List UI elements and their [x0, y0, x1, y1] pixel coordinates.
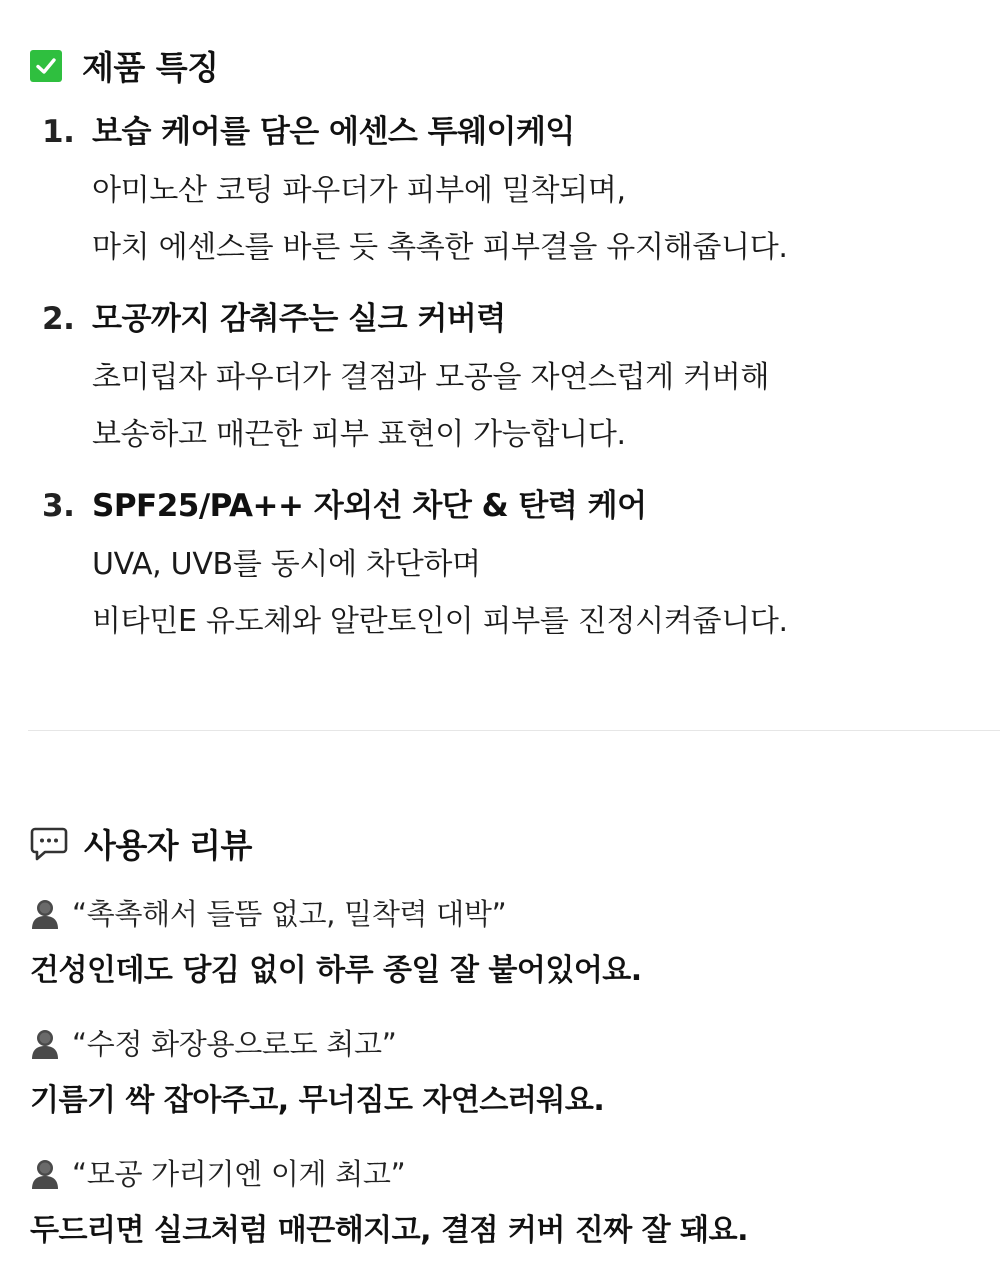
- feature-description-line: 초미립자 파우더가 결점과 모공을 자연스럽게 커버해: [92, 360, 770, 395]
- review-quote-row: [30, 1155, 980, 1193]
- feature-description-line: 보송하고 매끈한 피부 표현이 가능합니다.: [92, 417, 626, 452]
- feature-number: 1.: [42, 114, 75, 150]
- review-item: [30, 895, 980, 991]
- features-title: 제품 특징: [82, 48, 219, 87]
- review-quote-row: [30, 895, 980, 933]
- speech-bubble-icon: [30, 826, 68, 862]
- feature-description-line: 마치 에센스를 바른 듯 촉촉한 피부결을 유지해줍니다.: [92, 230, 788, 265]
- review-item: [30, 1155, 980, 1251]
- feature-item: [42, 299, 980, 463]
- review-quote-row: [30, 1025, 980, 1063]
- person-icon: [30, 1158, 60, 1190]
- feature-title-row: [42, 486, 980, 526]
- reviews-title: 사용자 리뷰: [84, 826, 252, 865]
- review-item: [30, 1025, 980, 1121]
- feature-title: 보습 케어를 담은 에센스 투웨이케익: [92, 114, 575, 150]
- person-icon: [30, 898, 60, 930]
- section-divider: [28, 730, 1000, 731]
- feature-title: SPF25/PA++ 자외선 차단 & 탄력 케어: [92, 488, 647, 524]
- feature-description-line: 아미노산 코팅 파우더가 피부에 밀착되며,: [92, 173, 626, 208]
- feature-description-line: 비타민E 유도체와 알란토인이 피부를 진정시켜줍니다.: [92, 604, 788, 639]
- review-body: 건성인데도 당김 없이 하루 종일 잘 붙어있어요.: [30, 953, 642, 988]
- feature-description-line: UVA, UVB를 동시에 차단하며: [92, 547, 481, 582]
- feature-number: 2.: [42, 301, 75, 337]
- reviews-heading: [30, 820, 252, 867]
- check-box-icon: [30, 50, 62, 82]
- review-quote: “수정 화장용으로도 최고”: [72, 1027, 397, 1061]
- review-quote: “촉촉해서 들뜸 없고, 밀착력 대박”: [72, 897, 507, 931]
- feature-number: 3.: [42, 488, 75, 524]
- feature-item: [42, 112, 980, 276]
- review-quote: “모공 가리기엔 이게 최고”: [72, 1157, 406, 1191]
- feature-title-row: [42, 112, 980, 152]
- review-body: 기름기 싹 잡아주고, 무너짐도 자연스러워요.: [30, 1083, 605, 1118]
- review-body: 두드리면 실크처럼 매끈해지고, 결점 커버 진짜 잘 돼요.: [30, 1213, 748, 1248]
- feature-title: 모공까지 감춰주는 실크 커버력: [92, 301, 506, 337]
- feature-title-row: [42, 299, 980, 339]
- features-heading: [30, 42, 219, 89]
- feature-item: [42, 486, 980, 650]
- person-icon: [30, 1028, 60, 1060]
